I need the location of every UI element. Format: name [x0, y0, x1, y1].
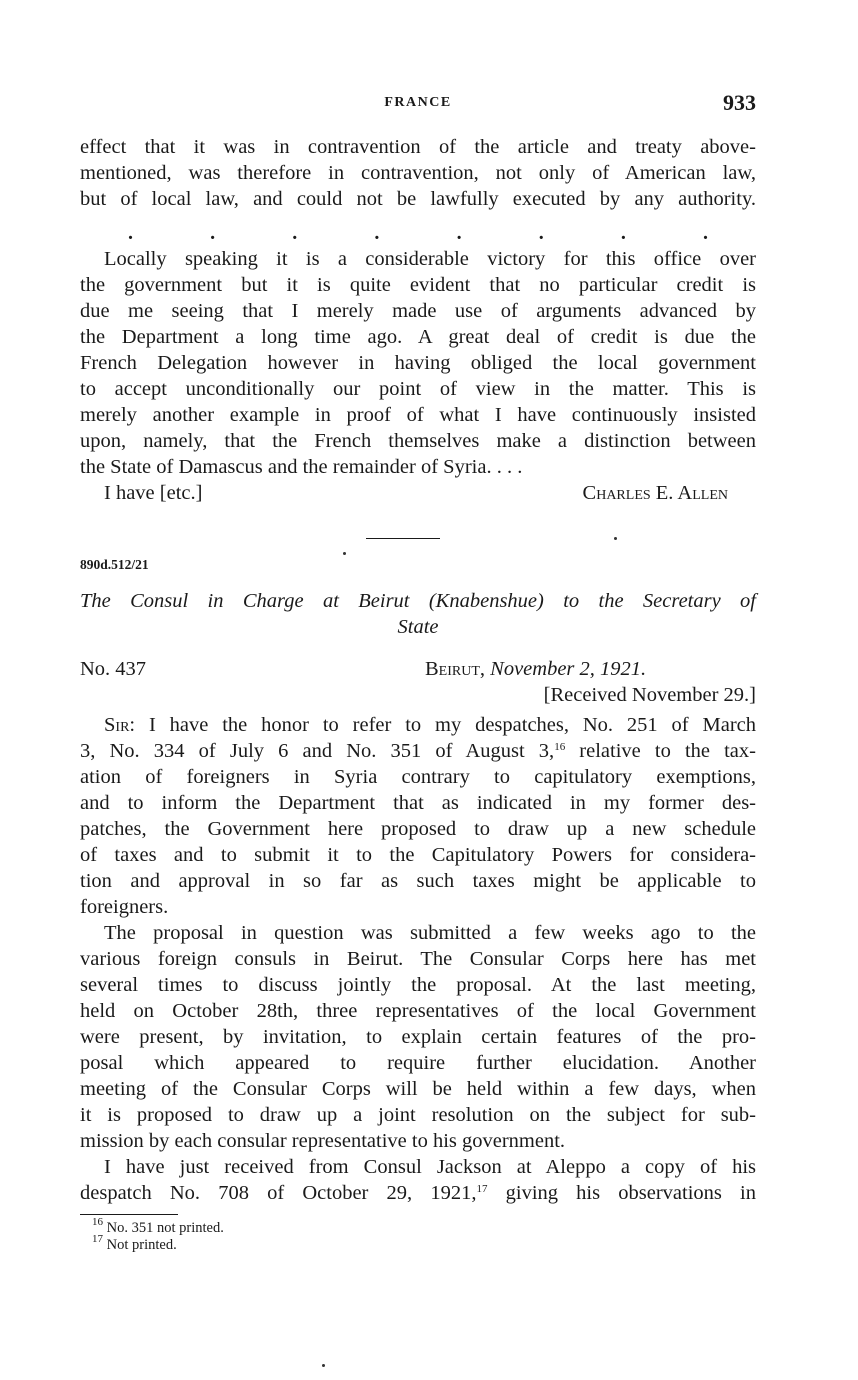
footnote-ref: 16	[554, 741, 566, 753]
text-line: meeting of the Consular Corps will be held within a few days, when	[80, 1078, 756, 1100]
text-line: foreigners.	[80, 896, 169, 918]
ellipsis-dot: .	[210, 222, 216, 244]
text-fragment: giving his observations in	[487, 1182, 756, 1204]
text-line: of taxes and to submit it to the Capitulatory Powers for considera-	[80, 844, 756, 866]
text-fragment: : I have the honor to refer to my despatches, No. 251 of March	[129, 714, 756, 736]
print-speck	[343, 552, 346, 555]
text-line: due me seeing that I merely made use of arguments advanced by	[80, 300, 756, 322]
text-line: mission by each consular representative to his government.	[80, 1130, 566, 1152]
running-header	[80, 90, 756, 120]
footnote-text: No. 351 not printed.	[103, 1220, 224, 1236]
text-line: were present, by invitation, to explain certain features of the pro-	[80, 1026, 756, 1048]
text-line: it is proposed to draw up a joint resolution on the subject for sub-	[80, 1104, 756, 1126]
footnote-rule	[80, 1214, 178, 1215]
place: Beirut	[425, 658, 480, 680]
text-line: French Delegation however in having obliged the local government	[80, 352, 756, 374]
despatch-number: No. 437	[80, 658, 147, 680]
text-line: but of local law, and could not be lawfully executed by any authority.	[80, 188, 756, 210]
print-speck	[322, 1364, 325, 1367]
ellipsis-dot: .	[374, 222, 380, 244]
received-note: [Received November 29.]	[543, 684, 756, 706]
salutation: Sir	[104, 714, 130, 736]
text-line: Locally speaking it is a considerable victory for this office over	[104, 248, 756, 270]
page-number: 933	[723, 90, 756, 115]
heading-line: The Consul in Charge at Beirut (Knabenshue) to the Secretary of	[80, 590, 756, 612]
footnote	[92, 1233, 224, 1254]
closing-line	[80, 480, 756, 506]
footnote	[92, 1216, 224, 1237]
date: November 2, 1921.	[490, 658, 647, 680]
text-line: mentioned, was therefore in contravention, not only of American law,	[80, 162, 756, 184]
place-date: Beirut, November 2, 1921.	[425, 658, 647, 680]
text-line: upon, namely, that the French themselves make a distinction between	[80, 430, 756, 452]
text-line: several times to discuss jointly the proposal. At the last meeting,	[80, 974, 756, 996]
text-line: effect that it was in contravention of the article and treaty above-	[80, 136, 756, 158]
footnote-mark: 16	[92, 1216, 103, 1228]
footnote-ref: 17	[476, 1183, 488, 1195]
section-divider	[366, 538, 440, 539]
text-line: patches, the Government here proposed to draw up a new schedule	[80, 818, 756, 840]
ellipsis-dot: .	[702, 222, 708, 244]
text-fragment: despatch No. 708 of October 29, 1921,	[80, 1182, 477, 1204]
text-line	[80, 738, 756, 764]
paragraph-locally-speaking	[80, 246, 756, 506]
text-line: posal which appeared to require further elucidation. Another	[80, 1052, 756, 1074]
ellipsis-dot: .	[620, 222, 626, 244]
ellipsis-row	[80, 222, 756, 245]
heading-line: State	[397, 616, 439, 638]
footnote-mark: 17	[92, 1233, 103, 1245]
text-line: ation of foreigners in Syria contrary to capitulatory exemptions,	[80, 766, 756, 788]
text-line: The proposal in question was submitted a few weeks ago to the	[104, 922, 756, 944]
print-speck	[614, 537, 617, 540]
footnote-text: Not printed.	[103, 1237, 177, 1253]
text-line: the State of Damascus and the remainder of Syria. . . .	[80, 456, 523, 478]
ellipsis-dot: .	[128, 222, 133, 244]
text-line: the government but it is quite evident that no particular credit is	[80, 274, 756, 296]
ellipsis-dot: .	[538, 222, 544, 244]
text-line: various foreign consuls in Beirut. The Consular Corps here has met	[80, 948, 756, 970]
file-number: 890d.512/21	[80, 557, 149, 572]
text-line: tion and approval in so far as such taxes might be applicable to	[80, 870, 756, 892]
ellipsis-dot: .	[456, 222, 462, 244]
text-line	[80, 712, 756, 738]
text-line: held on October 28th, three representatives of the local Government	[80, 1000, 756, 1022]
text-line: and to inform the Department that as indicated in my former des-	[80, 792, 756, 814]
signature: Charles E. Allen	[582, 482, 728, 504]
text-line: I have just received from Consul Jackson at Aleppo a copy of his	[104, 1156, 756, 1178]
text-line: the Department a long time ago. A great deal of credit is due the	[80, 326, 756, 348]
text-line	[80, 1180, 756, 1206]
document-heading	[80, 588, 756, 640]
footnotes	[92, 1216, 224, 1254]
text-line: merely another example in proof of what I have continuously insisted	[80, 404, 756, 426]
closing-salutation: I have [etc.]	[104, 482, 203, 504]
ellipsis-dot: .	[292, 222, 298, 244]
continuation-paragraph	[80, 134, 756, 212]
text-line: to accept unconditionally our point of view in the matter. This is	[80, 378, 756, 400]
letter-body	[80, 712, 756, 1206]
text-fragment: 3, No. 334 of July 6 and No. 351 of August 3,	[80, 740, 555, 762]
text-fragment: relative to the tax-	[565, 740, 756, 762]
running-title: FRANCE	[384, 95, 452, 110]
